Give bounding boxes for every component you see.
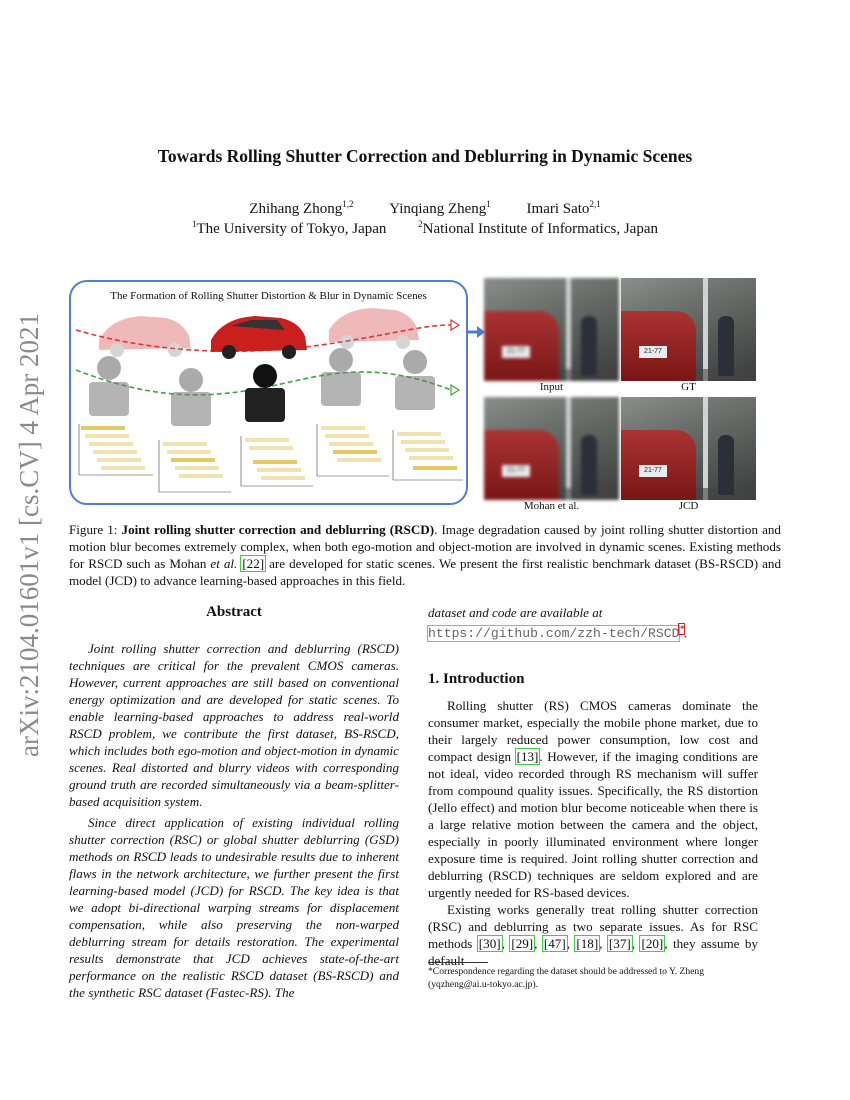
author-list <box>0 199 850 218</box>
citation-link[interactable]: [22] <box>242 556 265 571</box>
figure-box-title: The Formation of Rolling Shutter Distortion & Blur in Dynamic Scenes <box>110 290 427 302</box>
panel-label-gt: GT <box>681 381 696 393</box>
introduction-heading: 1. Introduction <box>428 671 525 687</box>
footnote-link[interactable]: * <box>679 624 684 634</box>
figure-caption: Figure 1: Joint rolling shutter correction and deblurring (RSCD). Image degradation caused by joint rolling shutter distortion and motion blur becomes extremely complex, when both ego-motion and object-motion are involved in dynamic scenes. Existing methods for RSCD such as Mohan et al. [22] are developed for static scenes. We present the first realistic benchmark dataset (BS-RSCD) and model (JCD) to advance learning-based approaches in this field. <box>69 522 782 588</box>
car-ghost <box>329 308 419 349</box>
abstract-paragraph: Joint rolling shutter correction and deblurring (RSCD) techniques are critical for the prevalent CMOS cameras. However, current approaches are still based on conventional energy optimization and are developed for static scenes. To enable learning-based approaches to address real-world RSCD problem, we contribute the first dataset, BS-RSCD, which includes both ego-motion and object-motion in dynamic scenes. Real distorted and blurry videos with corresponding ground truth are recorded simultaneously via a beam-splitter-based acquisition system. <box>69 641 399 809</box>
input-image: 21-77 <box>484 278 619 381</box>
panel-label-input: Input <box>539 381 564 393</box>
citation-link[interactable]: [47] <box>543 936 566 951</box>
mohan-image: 21-77 <box>484 397 619 500</box>
citation-link[interactable]: [37] <box>608 936 631 951</box>
citation-link[interactable]: [18] <box>576 936 599 951</box>
gt-image: 21-77 <box>621 278 756 381</box>
abstract-paragraph: Since direct application of existing individual rolling shutter correction (RSC) or global shutter deblurring (GSD) methods on RSCD leads to undesirable results due to inherent flaws in the network architecture, we further present the first learning-based model (JCD) for RSCD. The key idea is that we adopt bi-directional warping streams for displacement compensation, while also preserving the non-warped deblurring stream for details restoration. The experimental results demonstrate that JCD achieves state-of-the-art performance on the realistic RSCD dataset (BS-RSCD) and the synthetic RSC dataset (Fastec-RS). The <box>69 815 399 1000</box>
abstract-body <box>69 640 399 1005</box>
abstract-continuation: dataset and code are available at https://github.com/zzh-tech/RSCD*. <box>428 605 688 642</box>
car-sharp <box>211 316 307 359</box>
camera-icon <box>89 356 129 416</box>
github-link[interactable]: https://github.com/zzh-tech/RSCD <box>428 626 680 642</box>
car-ghost <box>99 316 191 357</box>
footnote-rule <box>428 962 488 963</box>
panel-label-mohan: Mohan et al. <box>523 500 580 512</box>
jcd-image: 21-77 <box>621 397 756 500</box>
affiliation: $^2$National Institute of Informatics, Japan <box>418 219 658 237</box>
paper-title: Towards Rolling Shutter Correction and Deblurring in Dynamic Scenes <box>157 146 693 166</box>
exposure-diagram <box>241 436 313 486</box>
intro-paragraph: Existing works generally treat rolling shutter correction (RSC) and deblurring as two separate issues. As for RSC methods [30], [29], [47], [18], [37], [20], they assume by default <box>428 902 759 968</box>
formation-diagram <box>71 300 466 503</box>
camera-icon <box>321 348 361 406</box>
author: Imari Sato$^{2,1}$ <box>526 199 601 217</box>
panel-label-jcd: JCD <box>678 500 699 512</box>
arxiv-identifier <box>8 300 48 770</box>
camera-icon <box>245 364 285 422</box>
author: Yinqiang Zheng$^1$ <box>389 199 491 217</box>
intro-paragraph: Rolling shutter (RS) CMOS cameras dominate the consumer market, especially the mobile phone market, due to their largely reduced power consumption, low cost and compact design [13]. However, if the imaging conditions are not ideal, video recorded through RS mechanism will suffer from compound quality issues. Specifically, the RS distortion (Jello effect) and motion blur become noticeable when there is a large relative motion between the camera and the object, especially in poorly illuminated environment where longer exposure time is required. Joint rolling shutter correction and deblurring (RSCD) techniques are seldom explored and are urgently needed for RS-based devices. <box>428 698 758 900</box>
citation-link[interactable]: [13] <box>516 749 539 764</box>
arrow-right-icon <box>466 324 486 340</box>
citation-link[interactable]: [20] <box>641 936 664 951</box>
citation-link[interactable]: [29] <box>511 936 534 951</box>
abstract-heading: Abstract <box>206 604 262 620</box>
exposure-diagram <box>393 430 463 480</box>
arxiv-id-text: arXiv:2104.01601v1 [cs.CV] 4 Apr 2021 <box>14 313 44 757</box>
exposure-diagram <box>317 424 389 476</box>
footnote: *Correspondence regarding the dataset should be addressed to Y. Zheng (yqzheng@ai.u-tokyo.ac.jp). <box>428 966 705 990</box>
introduction-body <box>428 697 758 969</box>
citation-link[interactable]: [30] <box>478 936 501 951</box>
camera-trajectory-arrow-icon <box>451 385 459 395</box>
author: Zhihang Zhong$^{1,2}$ <box>249 199 354 217</box>
affiliation-list <box>0 219 850 238</box>
affiliation: $^1$The University of Tokyo, Japan <box>192 219 387 237</box>
car-trajectory-arrow-icon <box>451 320 459 330</box>
exposure-diagram <box>159 440 231 492</box>
camera-icon <box>395 350 435 410</box>
exposure-diagram <box>79 424 153 475</box>
camera-icon <box>171 368 211 426</box>
